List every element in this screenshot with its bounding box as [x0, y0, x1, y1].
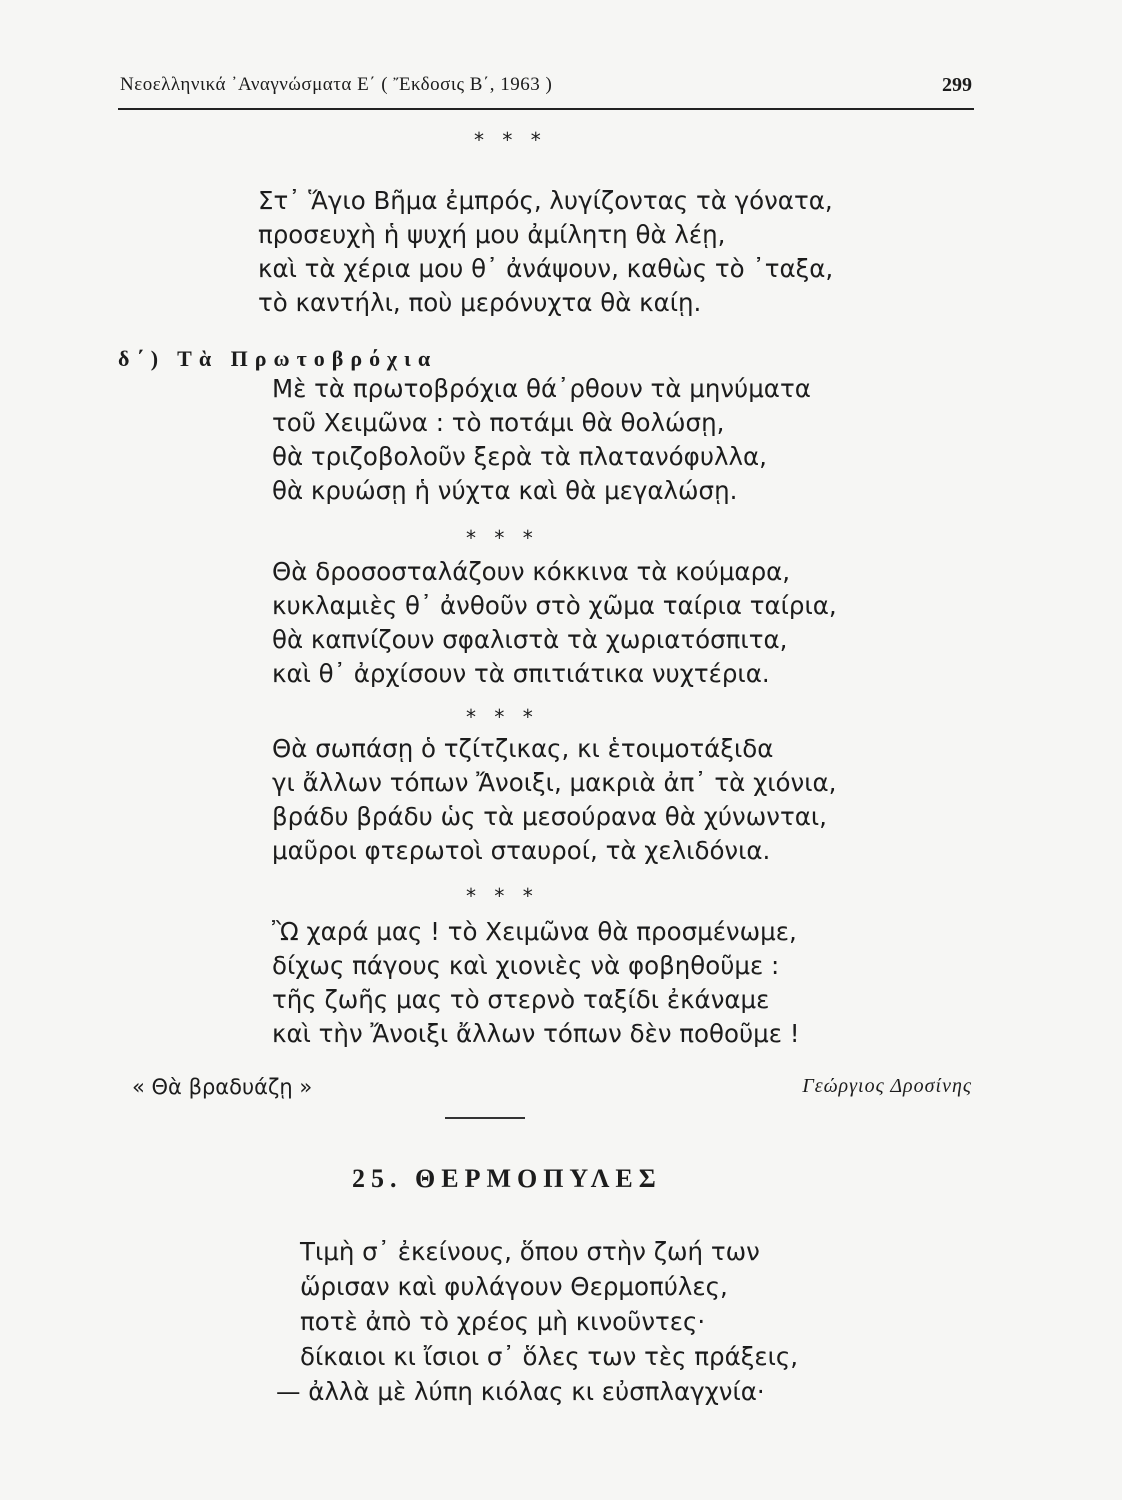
verse-line: προσευχὴ ἡ ψυχή μου ἀμίλητη θὰ λέῃ,: [258, 220, 726, 249]
verse-line: καὶ θ᾿ ἀρχίσουν τὰ σπιτιάτικα νυχτέρια.: [272, 659, 770, 688]
stanza-2: [272, 372, 811, 508]
stanza-3: [272, 555, 837, 691]
verse-line: θὰ κρυώσῃ ἡ νύχτα καὶ θὰ μεγαλώσῃ.: [272, 476, 738, 505]
poem-25-lines: [276, 1234, 799, 1409]
verse-line: Ὢ χαρά μας ! τὸ Χειμῶνα θὰ προσμένωμε,: [272, 917, 797, 946]
poem-title: 25. ΘΕΡΜΟΠΥΛΕΣ: [352, 1164, 662, 1193]
running-head: Νεοελληνικά ᾿Αναγνώσματα Ε΄ ( Ἔκδοσις Β΄, 1963 ): [120, 74, 553, 95]
verse-line: δίχως πάγους καὶ χιονιὲς νὰ φοβηθοῦμε :: [272, 951, 780, 980]
stanza-5: [272, 915, 800, 1051]
verse-line: τῆς ζωῆς μας τὸ στερνὸ ταξίδι ἐκάναμε: [272, 985, 770, 1014]
verse-line: ποτὲ ἀπὸ τὸ χρέος μὴ κινοῦντες·: [300, 1307, 706, 1336]
stanza-1: [258, 184, 833, 320]
verse-line: καὶ τὴν Ἄνοιξι ἄλλων τόπων δὲν ποθοῦμε !: [272, 1019, 800, 1048]
verse-line: δίκαιοι κι ἴσιοι σ᾿ ὅλες των τὲς πράξεις,: [300, 1342, 799, 1371]
verse-line: Μὲ τὰ πρωτοβρόχια θά᾿ρθουν τὰ μηνύματα: [272, 374, 811, 403]
verse-line: Τιμὴ σ᾿ ἐκείνους, ὅπου στὴν ζωή των: [300, 1237, 760, 1266]
verse-line: Στ᾿ Ἅγιο Βῆμα ἐμπρός, λυγίζοντας τὰ γόνατα,: [258, 186, 833, 215]
verse-line: καὶ τὰ χέρια μου θ᾿ ἀνάψουν, καθὼς τὸ ᾿ταξα,: [258, 254, 834, 283]
section-heading: δ΄) Τὰ Πρωτοβρόχια: [118, 346, 438, 371]
verse-line: γι ἄλλων τόπων Ἄνοιξι, μακριὰ ἀπ᾿ τὰ χιόνια,: [272, 768, 837, 797]
section-divider: [445, 1117, 525, 1119]
verse-line: θὰ καπνίζουν σφαλιστὰ τὰ χωριατόσπιτα,: [272, 625, 788, 654]
verse-line: βράδυ βράδυ ὡς τὰ μεσούρανα θὰ χύνωνται,: [272, 802, 827, 831]
verse-line: Θὰ σωπάσῃ ὁ τζίτζικας, κι ἑτοιμοτάξιδα: [272, 734, 774, 763]
verse-line: μαῦροι φτερωτοὶ σταυροί, τὰ χελιδόνια.: [272, 836, 771, 865]
verse-line: θὰ τριζοβολοῦν ξερὰ τὰ πλατανόφυλλα,: [272, 442, 767, 471]
verse-line: Θὰ δροσοσταλάζουν κόκκινα τὰ κούμαρα,: [272, 557, 791, 586]
author-name: Γεώργιος Δροσίνης: [802, 1075, 972, 1097]
verse-line: ὥρισαν καὶ φυλάγουν Θερμοπύλες,: [300, 1272, 728, 1301]
stanza-separator: * * *: [466, 526, 539, 550]
page-number: 299: [942, 74, 972, 96]
verse-line: τὸ καντήλι, ποὺ μερόνυχτα θὰ καίῃ.: [258, 288, 702, 317]
stanza-4: [272, 732, 836, 868]
stanza-separator: * * *: [474, 128, 547, 152]
stanza-separator: * * *: [466, 705, 539, 729]
verse-line: — ἀλλὰ μὲ λύπη κιόλας κι εὐσπλαγχνία·: [276, 1377, 765, 1406]
source-title: « Θὰ βραδυάζῃ »: [132, 1075, 313, 1099]
page-header: [120, 74, 980, 104]
header-rule: [118, 108, 974, 110]
stanza-separator: * * *: [466, 884, 539, 908]
verse-line: κυκλαμιὲς θ᾿ ἀνθοῦν στὸ χῶμα ταίρια ταίρια,: [272, 591, 837, 620]
verse-line: τοῦ Χειμῶνα : τὸ ποτάμι θὰ θολώσῃ,: [272, 408, 725, 437]
